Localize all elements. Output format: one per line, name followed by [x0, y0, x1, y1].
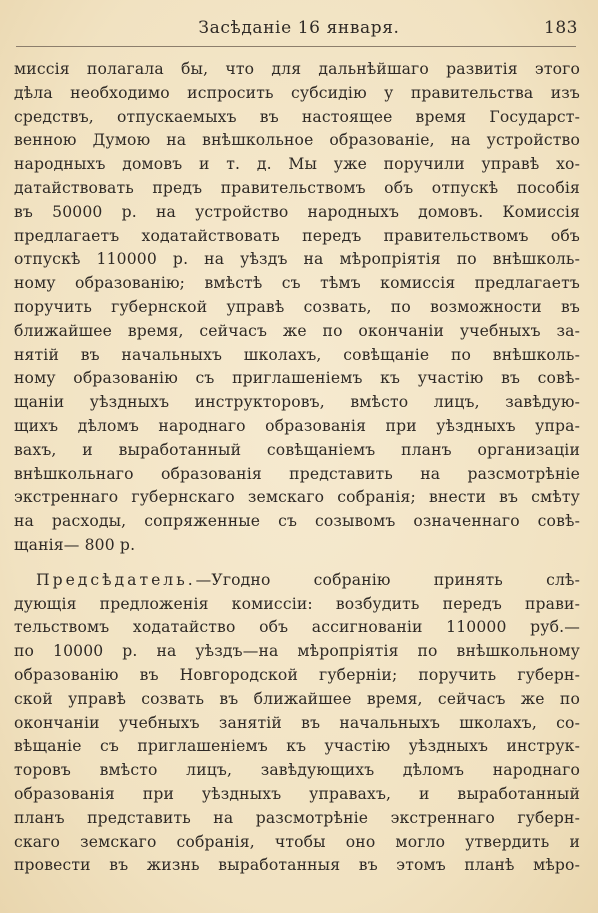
text-line: вѣщаніе съ приглашеніемъ къ участію уѣздныхъ инструк-: [14, 737, 580, 756]
text-line: вахъ, и выработанный совѣщаніемъ планъ организаціи: [14, 440, 580, 459]
paragraph: [14, 58, 580, 558]
text-line: миссія полагала бы, что для дальнѣйшаго развитія этого: [14, 60, 580, 78]
text-line: щаніи уѣздныхъ инструкторовъ, вмѣсто лицъ, завѣдую-: [14, 393, 580, 412]
text-line: нятій въ начальныхъ школахъ, совѣщаніе по внѣшколь-: [14, 345, 580, 364]
paragraph-gap: [14, 558, 580, 569]
text-line: венною Думою на внѣшкольное образованіе, на устройство: [14, 131, 580, 150]
text-line: торовъ вмѣсто лицъ, завѣдующихъ дѣломъ народнаго: [14, 761, 580, 780]
text-line: предлагаетъ ходатайствовать передъ правительствомъ объ: [14, 226, 580, 245]
text-line: экстреннаго губернскаго земскаго собранія; внести въ смѣту: [14, 488, 580, 507]
text-line: ской управѣ созвать въ ближайшее время, сейчасъ же по: [14, 689, 580, 708]
text-line: планъ представить на разсмотрѣніе экстреннаго губерн-: [14, 808, 580, 827]
text-line: народныхъ домовъ и т. д. Мы уже поручили управѣ хо-: [14, 155, 580, 174]
text-line: поручить губернской управѣ созвать, по возможности въ: [14, 297, 580, 316]
text-line: дующія предложенія комиссіи: возбудить передъ прави-: [14, 594, 580, 613]
text-line: щихъ дѣломъ народнаго образованія при уѣздныхъ упра-: [14, 416, 580, 435]
text-line: скаго земскаго собранія, чтобы оно могло утвердить и: [14, 832, 580, 851]
text-line: дѣла необходимо испросить субсидію у правительства изъ: [14, 83, 580, 102]
text-line: ному образованію съ приглашеніемъ къ участію въ совѣ-: [14, 369, 580, 388]
text-line: на расходы, сопряженные съ созывомъ означеннаго совѣ-: [14, 512, 580, 531]
running-title: Засѣданіе 16 января.: [198, 18, 400, 38]
header-rule: [16, 46, 576, 47]
speaker-line-text: —Угодно собранію принять слѣ-: [195, 570, 580, 589]
text-line: отпускѣ 110000 р. на уѣздъ на мѣропріятія по внѣшколь-: [14, 250, 580, 269]
text-line: внѣшкольнаго образованія представить на разсмотрѣніе: [14, 464, 580, 483]
text-line: образованія при уѣздныхъ управахъ, и выработанный: [14, 784, 580, 803]
text-line: въ 50000 р. на устройство народныхъ домовъ. Комиссія: [14, 202, 580, 221]
speaker-line: [14, 569, 580, 593]
text-line: образованію въ Новгородской губерніи; поручить губерн-: [14, 665, 580, 684]
text-line: датайствовать предъ правительствомъ объ отпускѣ пособія: [14, 178, 580, 197]
text-line: по 10000 р. на уѣздъ—на мѣропріятія по внѣшкольному: [14, 642, 580, 661]
text-line: щанія— 800 р.: [14, 535, 136, 554]
page-header: [16, 18, 582, 40]
text-line: тельствомъ ходатайство объ ассигнованіи 110000 руб.—: [14, 618, 580, 637]
body-text: [14, 58, 580, 878]
paragraph: [14, 569, 580, 878]
page-number: 183: [544, 18, 578, 38]
text-line: провести въ жизнь выработанныя въ этомъ планѣ мѣро-: [14, 856, 580, 875]
text-line: ближайшее время, сейчасъ же по окончаніи учебныхъ за-: [14, 321, 580, 340]
text-line: ному образованію; вмѣстѣ съ тѣмъ комиссія предлагаетъ: [14, 274, 580, 293]
text-line: средствъ, отпускаемыхъ въ настоящее время Государст-: [14, 107, 580, 126]
speaker-name: Предсѣдатель.: [36, 570, 196, 589]
text-line: окончаніи учебныхъ занятій въ начальныхъ школахъ, со-: [14, 713, 580, 732]
